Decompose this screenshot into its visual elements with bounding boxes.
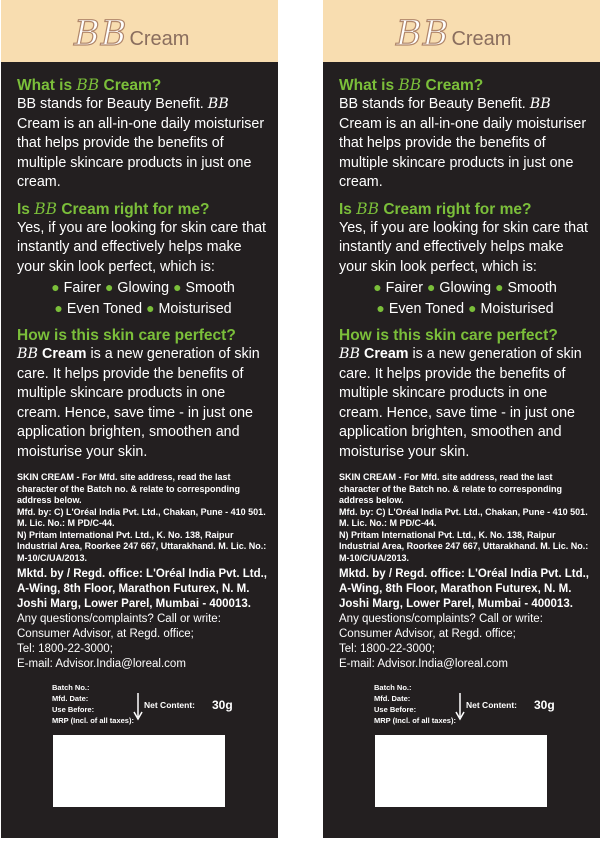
panel-header (1, 0, 278, 62)
telephone: Tel: 1800-22-3000; (339, 643, 435, 655)
benefit-bullets-row1: ● Fairer ● Glowing ● Smooth (51, 279, 235, 296)
right-for-me-text: Yes, if you are looking for skin care that instantly and effectively helps make your skin look perfect, which is: (17, 219, 267, 275)
brand-cream: Cream (451, 28, 512, 50)
heading-perfect: How is this skin care perfect? (17, 327, 236, 344)
heading-right-for-me: Is BB Cream right for me? (339, 199, 532, 218)
consumer-advisor: Consumer Advisor, at Regd. office; (339, 628, 516, 640)
brand-bb: BB (396, 14, 450, 54)
telephone: Tel: 1800-22-3000; (17, 643, 113, 655)
what-is-text: BB stands for Beauty Benefit. BB Cream is an all-in-one daily moisturiser that helps provide the benefits of multiple skincare products in just one cream. (339, 96, 587, 190)
marketed-by: Mktd. by / Regd. office: L'Oréal India Pvt. Ltd., A-Wing, 8th Floor, Marathon Futurex, N. M. Joshi Marg, Lower Parel, Mumbai - 400013. (339, 568, 590, 610)
heading-what-is: What is BB Cream? (339, 76, 484, 94)
panel-header (323, 0, 600, 62)
down-arrow-icon (132, 693, 144, 721)
brand-logo (74, 14, 189, 54)
email: E-mail: Advisor.India@loreal.com (339, 658, 508, 670)
carton-panel-right (323, 0, 600, 838)
benefit-bullets-row1: ● Fairer ● Glowing ● Smooth (373, 279, 557, 296)
perfect-text: BB Cream is a new generation of skin care. It helps provide the benefits of multiple skincare products in one cream. Hence, save time - in just one application brighten, smoothen and moisturise your skin. (339, 346, 582, 460)
what-is-text: BB stands for Beauty Benefit. BB Cream is an all-in-one daily moisturiser that helps provide the benefits of multiple skincare products in just one cream. (17, 96, 265, 190)
marketed-by: Mktd. by / Regd. office: L'Oréal India Pvt. Ltd., A-Wing, 8th Floor, Marathon Futurex, N. M. Joshi Marg, Lower Parel, Mumbai - 400013. (17, 568, 268, 610)
batch-info: Batch No.: Mfd. Date: Use Before: MRP (Incl. of all taxes): (52, 683, 134, 725)
net-content-value: 30g (534, 698, 555, 712)
questions-line: Any questions/complaints? Call or write: (17, 613, 221, 625)
panel-content (323, 62, 591, 672)
heading-perfect: How is this skin care perfect? (339, 327, 558, 344)
email: E-mail: Advisor.India@loreal.com (17, 658, 186, 670)
batch-info: Batch No.: Mfd. Date: Use Before: MRP (Incl. of all taxes): (374, 683, 456, 725)
brand-cream: Cream (129, 28, 190, 50)
panel-content (1, 62, 269, 672)
carton-panel-left (1, 0, 278, 838)
questions-line: Any questions/complaints? Call or write: (339, 613, 543, 625)
right-for-me-text: Yes, if you are looking for skin care that instantly and effectively helps make your skin look perfect, which is: (339, 219, 589, 275)
legal-line-1: SKIN CREAM - For Mfd. site address, read the last character of the Batch no. & relate to corresponding address below. (339, 472, 563, 505)
brand-bb: BB (74, 14, 128, 54)
legal-line-3: N) Pritam International Pvt. Ltd., K. No. 138, Raipur Industrial Area, Roorkee 247 667, Uttarakhand. M. Lic. No.: M-10/C/UA/2013. (17, 529, 267, 563)
heading-what-is: What is BB Cream? (17, 76, 162, 94)
legal-line-2: Mfd. by: C) L'Oréal India Pvt. Ltd., Chakan, Pune - 410 501. M. Lic. No.: M PD/C-44. (17, 506, 266, 528)
net-content-label: Net Content: (466, 700, 517, 710)
benefit-bullets-row2: ● Even Toned ● Moisturised (376, 300, 554, 317)
print-box (375, 735, 547, 807)
down-arrow-icon (454, 693, 466, 721)
net-content-value: 30g (212, 698, 233, 712)
brand-logo (396, 14, 511, 54)
legal-line-1: SKIN CREAM - For Mfd. site address, read the last character of the Batch no. & relate to corresponding address below. (17, 472, 241, 505)
net-content-label: Net Content: (144, 700, 195, 710)
perfect-text: BB Cream is a new generation of skin care. It helps provide the benefits of multiple skincare products in one cream. Hence, save time - in just one application brighten, smoothen and moisturise your skin. (17, 346, 260, 460)
print-box (53, 735, 225, 807)
benefit-bullets-row2: ● Even Toned ● Moisturised (54, 300, 232, 317)
heading-right-for-me: Is BB Cream right for me? (17, 199, 210, 218)
legal-line-2: Mfd. by: C) L'Oréal India Pvt. Ltd., Chakan, Pune - 410 501. M. Lic. No.: M PD/C-44. (339, 506, 588, 528)
legal-line-3: N) Pritam International Pvt. Ltd., K. No. 138, Raipur Industrial Area, Roorkee 247 667, Uttarakhand. M. Lic. No.: M-10/C/UA/2013. (339, 529, 589, 563)
consumer-advisor: Consumer Advisor, at Regd. office; (17, 628, 194, 640)
